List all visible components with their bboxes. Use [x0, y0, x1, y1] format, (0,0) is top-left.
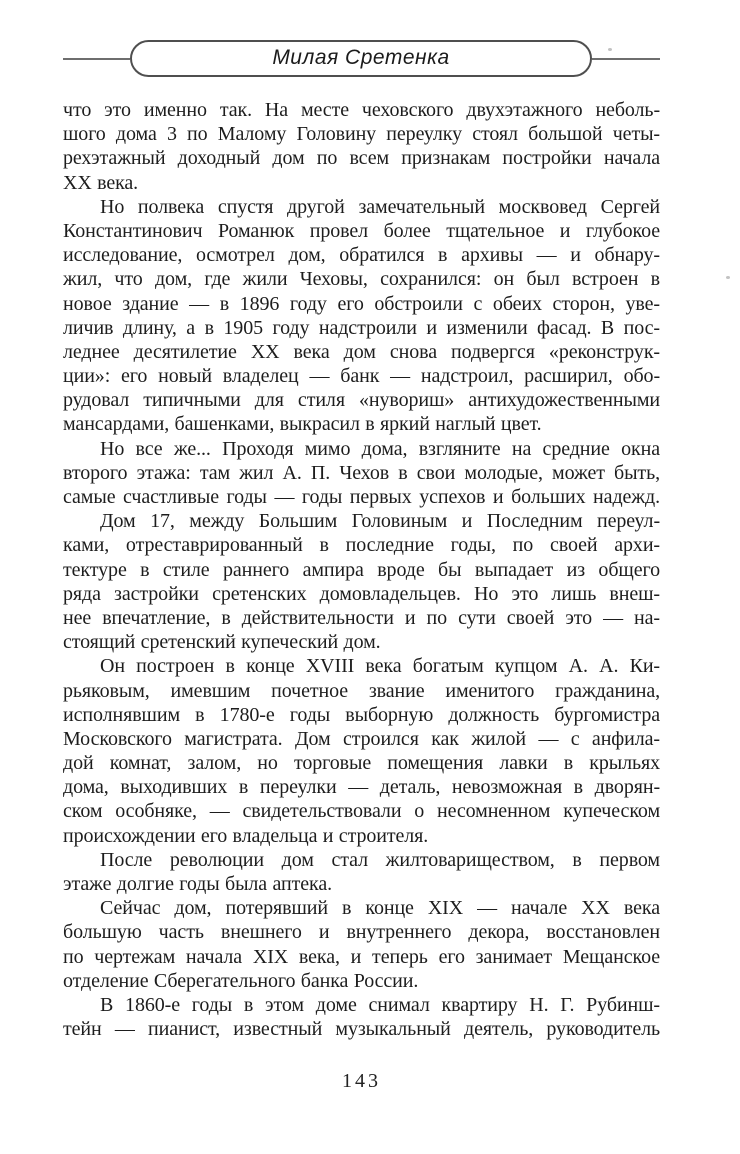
paragraph — [63, 509, 660, 654]
header-capsule — [130, 40, 592, 77]
paragraph — [63, 98, 660, 195]
text-line: шого дома 3 по Малому Головину переулку стоял большой четы- — [63, 123, 660, 146]
text-line: Дом 17, между Большим Головиным и Последним переул- — [100, 510, 660, 533]
text-line: тектуре в стиле раннего ампира вроде бы выпадает из общего — [63, 558, 660, 581]
text-block — [63, 98, 660, 1041]
text-line: XX века. — [63, 171, 139, 194]
text-line: происхождении его владельца и строителя. — [63, 824, 429, 847]
text-line: После революции дом стал жилтовариществом, в первом — [100, 848, 660, 871]
running-title: Милая Сретенка — [272, 45, 450, 69]
text-line: рехэтажный доходный дом по всем признакам постройки начала — [63, 147, 660, 170]
text-line: дой комнат, залом, но торговые помещения лавки в крыльях — [63, 752, 660, 775]
text-line: Московского магистрата. Дом строился как жилой — с анфила- — [63, 727, 660, 750]
running-head — [63, 40, 660, 77]
text-line: леднее десятилетие XX века дом снова подвергся «реконструк- — [63, 340, 660, 363]
paragraph — [63, 195, 660, 437]
paragraph — [63, 654, 660, 848]
text-line: Он построен в конце XVIII века богатым купцом А. А. Ки- — [100, 655, 660, 678]
text-line: исследование, осмотрел дом, обратился в архивы — и обнару- — [63, 244, 660, 267]
text-line: новое здание — в 1896 году его обстроили с обеих сторон, уве- — [63, 292, 660, 315]
text-line: В 1860-е годы в этом доме снимал квартиру Н. Г. Рубинш- — [100, 993, 660, 1016]
text-line: тейн — пианист, известный музыкальный деятель, руководитель — [63, 1018, 660, 1041]
text-line: второго этажа: там жил А. П. Чехов в свои молодые, может быть, — [63, 461, 660, 484]
text-line: ском особняке, — свидетельствовали о несомненном купеческом — [63, 800, 660, 823]
paragraph — [63, 993, 660, 1041]
text-line: большую часть внешнего и внутреннего декора, восстановлен — [63, 921, 660, 944]
text-line: Сейчас дом, потерявший в конце XIX — начале XX века — [100, 897, 660, 920]
text-line: личив длину, а в 1905 году надстроили и изменили фасад. В пос- — [63, 316, 660, 339]
text-line: Но все же... Проходя мимо дома, взгляните на средние окна — [100, 437, 660, 460]
text-line: ряда застройки сретенских домовладельцев. Но это лишь внеш- — [63, 582, 660, 605]
text-line: Константинович Романюк провел более тщательное и глубокое — [63, 219, 660, 242]
text-line: Но полвека спустя другой замечательный москвовед Сергей — [100, 195, 660, 218]
scan-speck — [608, 48, 612, 51]
header-rule-left — [63, 58, 130, 60]
text-line: исполнявшим в 1780-е годы выборную должность бургомистра — [63, 703, 660, 726]
text-line: рьяковым, имевшим почетное звание именитого гражданина, — [63, 679, 660, 702]
text-line: отделение Сберегательного банка России. — [63, 969, 419, 992]
text-line: ции»: его новый владелец — банк — надстроил, расширил, обо- — [63, 365, 660, 388]
header-rule-right — [592, 58, 660, 60]
text-line: стоящий сретенский купеческий дом. — [63, 631, 381, 654]
paragraph — [63, 437, 660, 510]
page-number: 143 — [342, 1070, 381, 1092]
scan-speck — [726, 276, 730, 279]
text-line: рудовал типичными для стиля «нувориш» антихудожественными — [63, 389, 660, 412]
paragraph — [63, 896, 660, 993]
text-line: мансардами, башенками, выкрасил в яркий наглый цвет. — [63, 413, 542, 436]
text-line: по чертежам начала XIX века, и теперь его занимает Мещанское — [63, 945, 660, 968]
text-line: самые счастливые годы — годы первых успехов и больших надежд. — [63, 486, 660, 508]
text-line: этаже долгие годы была аптека. — [63, 873, 332, 895]
text-line: жил, что дом, где жили Чеховы, сохранился: он был встроен в — [63, 268, 660, 291]
text-line: ками, отреставрированный в последние годы, по своей архи- — [63, 534, 660, 557]
text-line: что это именно так. На месте чеховского двухэтажного неболь- — [63, 99, 660, 121]
text-line: нее впечатление, в действительности и по сути своей это — на- — [63, 606, 660, 629]
text-line: дома, выходивших в переулки — деталь, невозможная в дворян- — [63, 776, 660, 799]
paragraph — [63, 848, 660, 896]
